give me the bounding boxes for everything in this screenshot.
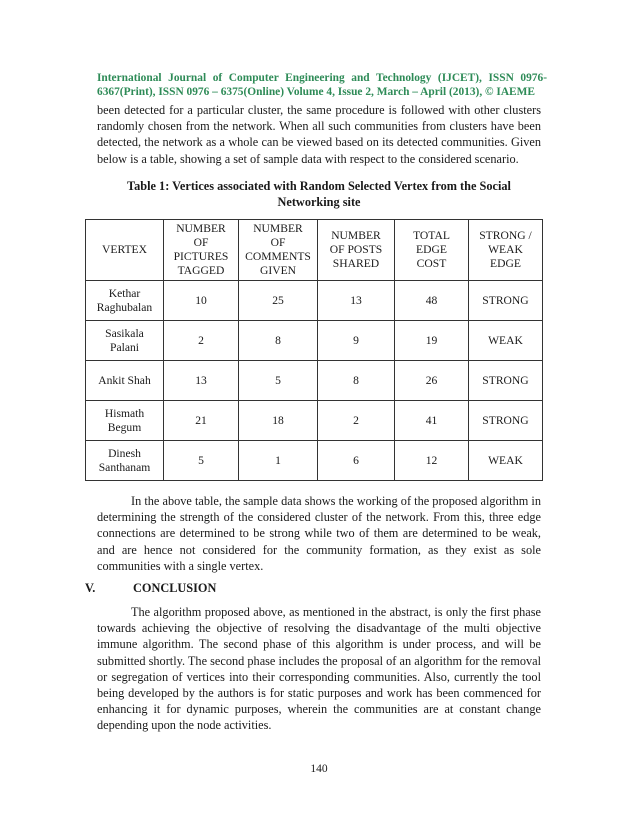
- discussion-paragraph: In the above table, the sample data shows the working of the proposed algorithm in determining the strength of the considered cluster of the network. From this, three edge connections are determined to be strong while two of them are determined to be weak, and are hence not considered for the community formation, as they exist as sole communities with a single vertex.: [97, 494, 541, 573]
- posts-shared-cell: 6: [318, 441, 395, 481]
- table-row: [86, 321, 543, 361]
- page-number: 140: [310, 763, 328, 775]
- table-row: [86, 401, 543, 441]
- table-row: [86, 361, 543, 401]
- posts-shared-cell: 8: [318, 361, 395, 401]
- edge-strength-cell: WEAK: [469, 321, 543, 361]
- table-caption-line-2: Networking site: [277, 195, 361, 209]
- total-edge-cost-cell: 19: [395, 321, 469, 361]
- conclusion-paragraph: The algorithm proposed above, as mentioned in the abstract, is only the first phase towards achieving the objective of resolving the disadvantage of the multi objective immune algorithm. The second phase of this algorithm is under process, and will be submitted shortly. The second phase includes the proposal of an algorithm for the removal or segregation of vertices into their corresponding communities. Also, currently the tool being developed by the authors is for static purposes and work has been commenced for enhancing it for dynamic purposes, wherein the communities are at constant change depending upon the node activities.: [97, 605, 541, 733]
- journal-header: International Journal of Computer Engineering and Technology (IJCET), ISSN 0976-6367(Print), ISSN 0976 – 6375(Online) Volume 4, Issue 2, March – April (2013), © IAEME: [97, 72, 547, 98]
- column-header-posts-shared: NUMBER OF POSTS SHARED: [318, 220, 395, 281]
- column-header-total-edge-cost: TOTAL EDGE COST: [395, 220, 469, 281]
- section-title: CONCLUSION: [133, 581, 217, 595]
- comments-given-cell: 8: [239, 321, 318, 361]
- table-caption: [97, 178, 541, 210]
- edge-strength-cell: STRONG: [469, 281, 543, 321]
- intro-paragraph: been detected for a particular cluster, the same procedure is followed with other clusters randomly chosen from the network. When all such communities from clusters have been detected, the network as a whole can be viewed based on its detected communities. Given below is a table, showing a set of sample data with respect to the considered scenario.: [97, 103, 541, 166]
- pictures-tagged-cell: 2: [164, 321, 239, 361]
- column-header-vertex: VERTEX: [86, 220, 164, 281]
- section-number: V.: [85, 581, 96, 595]
- comments-given-cell: 1: [239, 441, 318, 481]
- pictures-tagged-cell: 21: [164, 401, 239, 441]
- total-edge-cost-cell: 48: [395, 281, 469, 321]
- total-edge-cost-cell: 26: [395, 361, 469, 401]
- comments-given-cell: 5: [239, 361, 318, 401]
- comments-given-cell: 18: [239, 401, 318, 441]
- posts-shared-cell: 2: [318, 401, 395, 441]
- vertex-cell: Sasikala Palani: [86, 321, 164, 361]
- edge-strength-cell: STRONG: [469, 361, 543, 401]
- posts-shared-cell: 13: [318, 281, 395, 321]
- total-edge-cost-cell: 12: [395, 441, 469, 481]
- pictures-tagged-cell: 10: [164, 281, 239, 321]
- vertex-cell: Dinesh Santhanam: [86, 441, 164, 481]
- vertex-cell: Kethar Raghubalan: [86, 281, 164, 321]
- vertex-cell: Hismath Begum: [86, 401, 164, 441]
- pictures-tagged-cell: 13: [164, 361, 239, 401]
- section-heading: [85, 581, 541, 596]
- table-header-row: [86, 220, 543, 281]
- table-row: [86, 281, 543, 321]
- column-header-comments-given: NUMBER OF COMMENTS GIVEN: [239, 220, 318, 281]
- table-row: [86, 441, 543, 481]
- vertex-cell: Ankit Shah: [86, 361, 164, 401]
- total-edge-cost-cell: 41: [395, 401, 469, 441]
- column-header-strong-weak-edge: STRONG / WEAK EDGE: [469, 220, 543, 281]
- column-header-pictures-tagged: NUMBER OF PICTURES TAGGED: [164, 220, 239, 281]
- posts-shared-cell: 9: [318, 321, 395, 361]
- vertices-table: [85, 219, 543, 481]
- comments-given-cell: 25: [239, 281, 318, 321]
- pictures-tagged-cell: 5: [164, 441, 239, 481]
- table-caption-line-1: Table 1: Vertices associated with Random Selected Vertex from the Social: [127, 179, 511, 193]
- edge-strength-cell: WEAK: [469, 441, 543, 481]
- edge-strength-cell: STRONG: [469, 401, 543, 441]
